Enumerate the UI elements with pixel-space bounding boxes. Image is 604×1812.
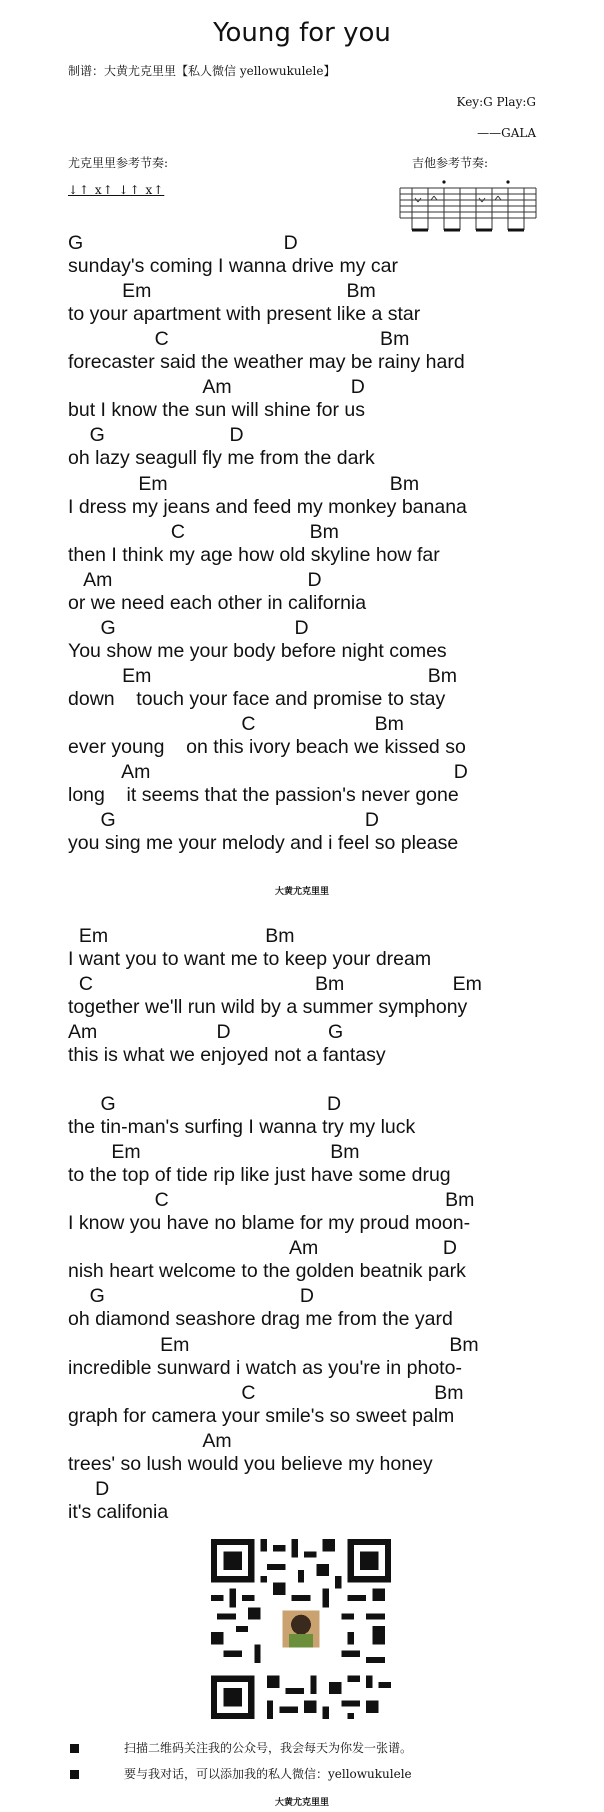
lyric-line: to your apartment with present like a star [68,303,421,326]
lyric-line: You show me your body before night comes [68,639,447,662]
lyric-line: the tin-man's surfing I wanna try my luck [68,1116,416,1138]
chord-line: C Bm [68,1189,475,1212]
chord-line: G D [68,1285,314,1308]
lyric-line: it's califonia [68,1500,169,1523]
chord-line: Am D G [68,1021,344,1044]
lyric-line: this is what we enjoyed not a fantasy [68,1044,386,1067]
chord-line: Am D [68,1237,457,1260]
chord-line: G D [68,424,244,447]
guitar-rhythm-label: 吉他参考节奏: [412,156,489,170]
guitar-rhythm-tab [398,178,538,236]
footer-line-2: 要与我对话，可以添加我的私人微信：yellowukulele [124,1767,412,1781]
chord-line: G D [68,1093,342,1115]
lyric-line: ever young on this ivory beach we kissed so [68,736,466,758]
lyric-line: to the top of tide rip like just have some drug [68,1164,451,1187]
chord-line: G D [68,809,379,832]
lyric-line: you sing me your melody and i feel so please [68,832,459,855]
chord-line: G D [68,616,309,639]
bullet-icon [70,1744,79,1753]
chord-line: C Bm [68,1381,464,1404]
lyric-line: oh lazy seagull fly me from the dark [68,447,375,470]
chord-line: Am D [68,761,468,784]
chord-line: Em Bm [68,1333,479,1356]
lyric-line: together we'll run wild by a summer symphony [68,996,468,1019]
lyric-line: down touch your face and promise to stay [68,687,446,710]
chord-line: Am [68,1429,232,1452]
wechat-qr-code [211,1539,391,1719]
key-play-info: Key:G Play:G [456,95,536,109]
lyric-line: nish heart welcome to the golden beatnik park [68,1260,466,1283]
ukulele-strum-pattern: ↓↑ x↑ ↓↑ x↑ [68,183,165,197]
artist-name: ——GALA [477,126,536,140]
chord-line: Am D [68,376,365,399]
chord-line: Em Bm [68,280,376,303]
lyric-line: I know you have no blame for my proud moon- [68,1212,471,1235]
song-title: Young for you [213,18,391,48]
lyric-line: sunday's coming I wanna drive my car [68,255,398,277]
chord-line: Em Bm [68,472,420,495]
watermark-mid: 大黄尤克里里 [274,887,329,897]
lyric-line: or we need each other in california [68,591,367,614]
lyric-line: I want you to want me to keep your dream [68,948,432,970]
chord-line: Em Bm [68,925,295,947]
lyric-line: but I know the sun will shine for us [68,399,365,422]
lyric-line: trees' so lush would you believe my honey [68,1452,433,1475]
chord-line: C Bm [68,328,410,351]
chord-line: Am D [68,568,322,591]
lyric-line: forecaster said the weather may be rainy hard [68,351,465,374]
lyric-line: graph for camera your smile's so sweet palm [68,1404,455,1427]
lyric-line: I dress my jeans and feed my monkey banana [68,495,467,518]
chord-line: D [68,1477,110,1500]
chord-line: C Bm [68,520,339,543]
chord-line: G D [68,232,298,254]
lyric-line: incredible sunward i watch as you're in photo- [68,1356,462,1379]
chord-line: C Bm Em [68,973,482,996]
lyric-line: long it seems that the passion's never gone [68,784,459,807]
lyric-line: oh diamond seashore drag me from the yard [68,1308,453,1331]
watermark-bottom: 大黄尤克里里 [274,1798,329,1808]
chord-line: Em Bm [68,1141,360,1164]
chord-line: C Bm [68,713,404,735]
ukulele-rhythm-label: 尤克里里参考节奏: [68,156,169,170]
chord-line: Em Bm [68,664,457,687]
lyric-line: then I think my age how old skyline how far [68,543,440,566]
bullet-icon [70,1770,79,1779]
arranger-credit: 制谱：大黄尤克里里【私人微信 yellowukulele】 [68,64,336,78]
footer-line-1: 扫描二维码关注我的公众号，我会每天为你发一张谱。 [124,1741,413,1755]
